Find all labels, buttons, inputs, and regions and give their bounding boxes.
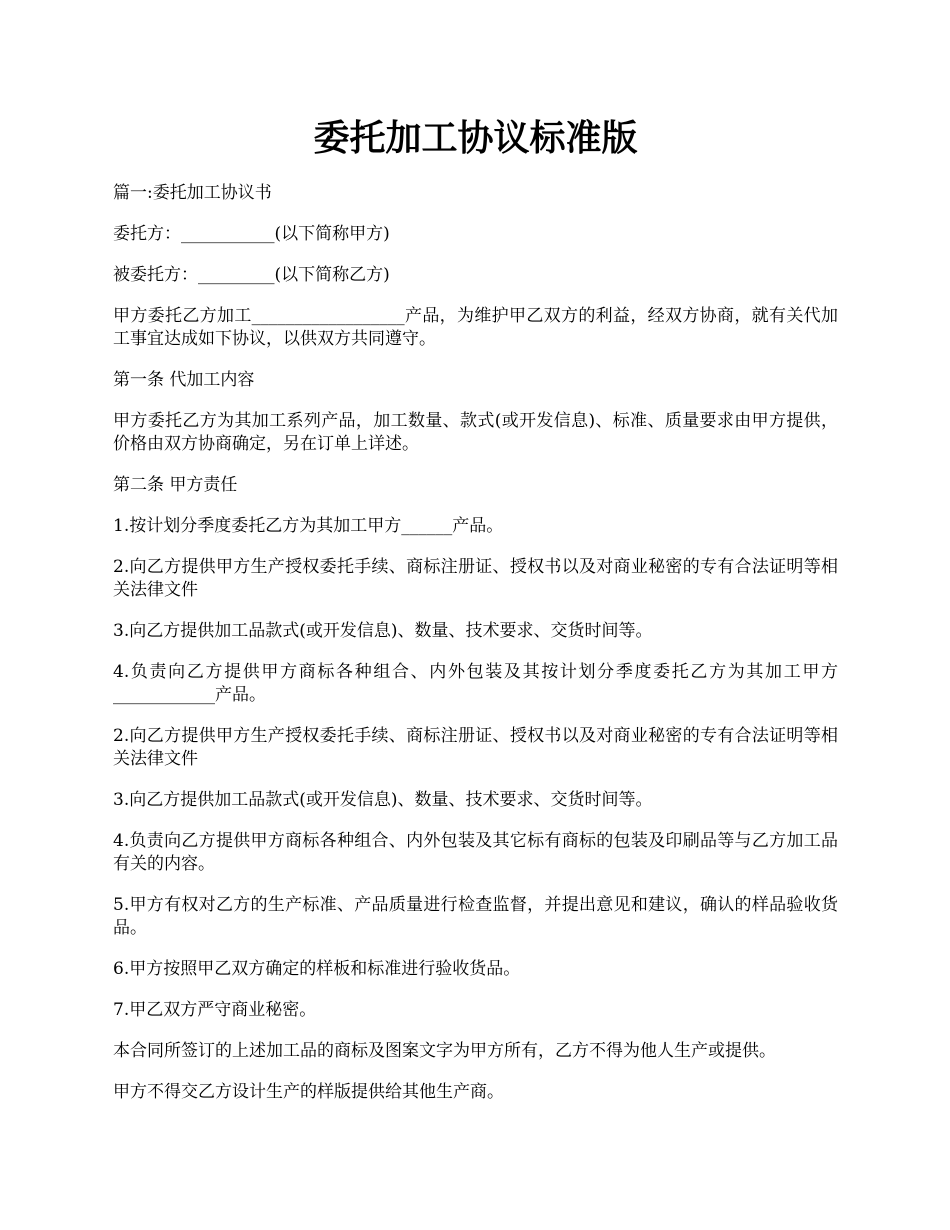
paragraph: 本合同所签订的上述加工品的商标及图案文字为甲方所有，乙方不得为他人生产或提供。 <box>113 1041 776 1061</box>
paragraph: 被委托方：_________(以下简称乙方) <box>113 265 390 285</box>
list-item: 4.负责向乙方提供甲方商标各种组合、内外包装及其它标有商标的包装及印刷品等与乙方加工品有关的内容。 <box>113 831 838 874</box>
list-item: 3.向乙方提供加工品款式(或开发信息)、数量、技术要求、交货时间等。 <box>113 790 653 810</box>
list-item: 2.向乙方提供甲方生产授权委托手续、商标注册证、授权书以及对商业秘密的专有合法证明等相关法律文件 <box>113 726 838 769</box>
list-item: 4.负责向乙方提供甲方商标各种组合、内外包装及其按计划分季度委托乙方为其加工甲方____________产品。 <box>113 662 838 705</box>
document-body <box>113 182 838 1104</box>
paragraph: 甲方委托乙方为其加工系列产品，加工数量、款式(或开发信息)、标准、质量要求由甲方提供，价格由双方协商确定，另在订单上详述。 <box>113 411 838 454</box>
list-item: 1.按计划分季度委托乙方为其加工甲方______产品。 <box>113 516 504 536</box>
document-title: 委托加工协议标准版 <box>313 117 638 159</box>
list-item: 2.向乙方提供甲方生产授权委托手续、商标注册证、授权书以及对商业秘密的专有合法证明等相关法律文件 <box>113 557 838 600</box>
list-item: 5.甲方有权对乙方的生产标准、产品质量进行检查监督，并提出意见和建议，确认的样品验收货品。 <box>113 895 838 938</box>
section-heading: 第一条 代加工内容 <box>113 370 255 390</box>
list-item: 7.甲乙双方严守商业秘密。 <box>113 1000 317 1020</box>
paragraph: 甲方委托乙方加工__________________产品，为维护甲乙双方的利益，经双方协商，就有关代加工事宜达成如下协议，以供双方共同遵守。 <box>113 306 838 349</box>
list-item: 3.向乙方提供加工品款式(或开发信息)、数量、技术要求、交货时间等。 <box>113 621 653 641</box>
section-heading: 第二条 甲方责任 <box>113 475 238 495</box>
paragraph: 甲方不得交乙方设计生产的样版提供给其他生产商。 <box>113 1082 504 1102</box>
paragraph: 篇一:委托加工协议书 <box>113 183 272 203</box>
list-item: 6.甲方按照甲乙双方确定的样板和标准进行验收货品。 <box>113 959 521 979</box>
paragraph: 委托方：___________(以下简称甲方) <box>113 224 390 244</box>
